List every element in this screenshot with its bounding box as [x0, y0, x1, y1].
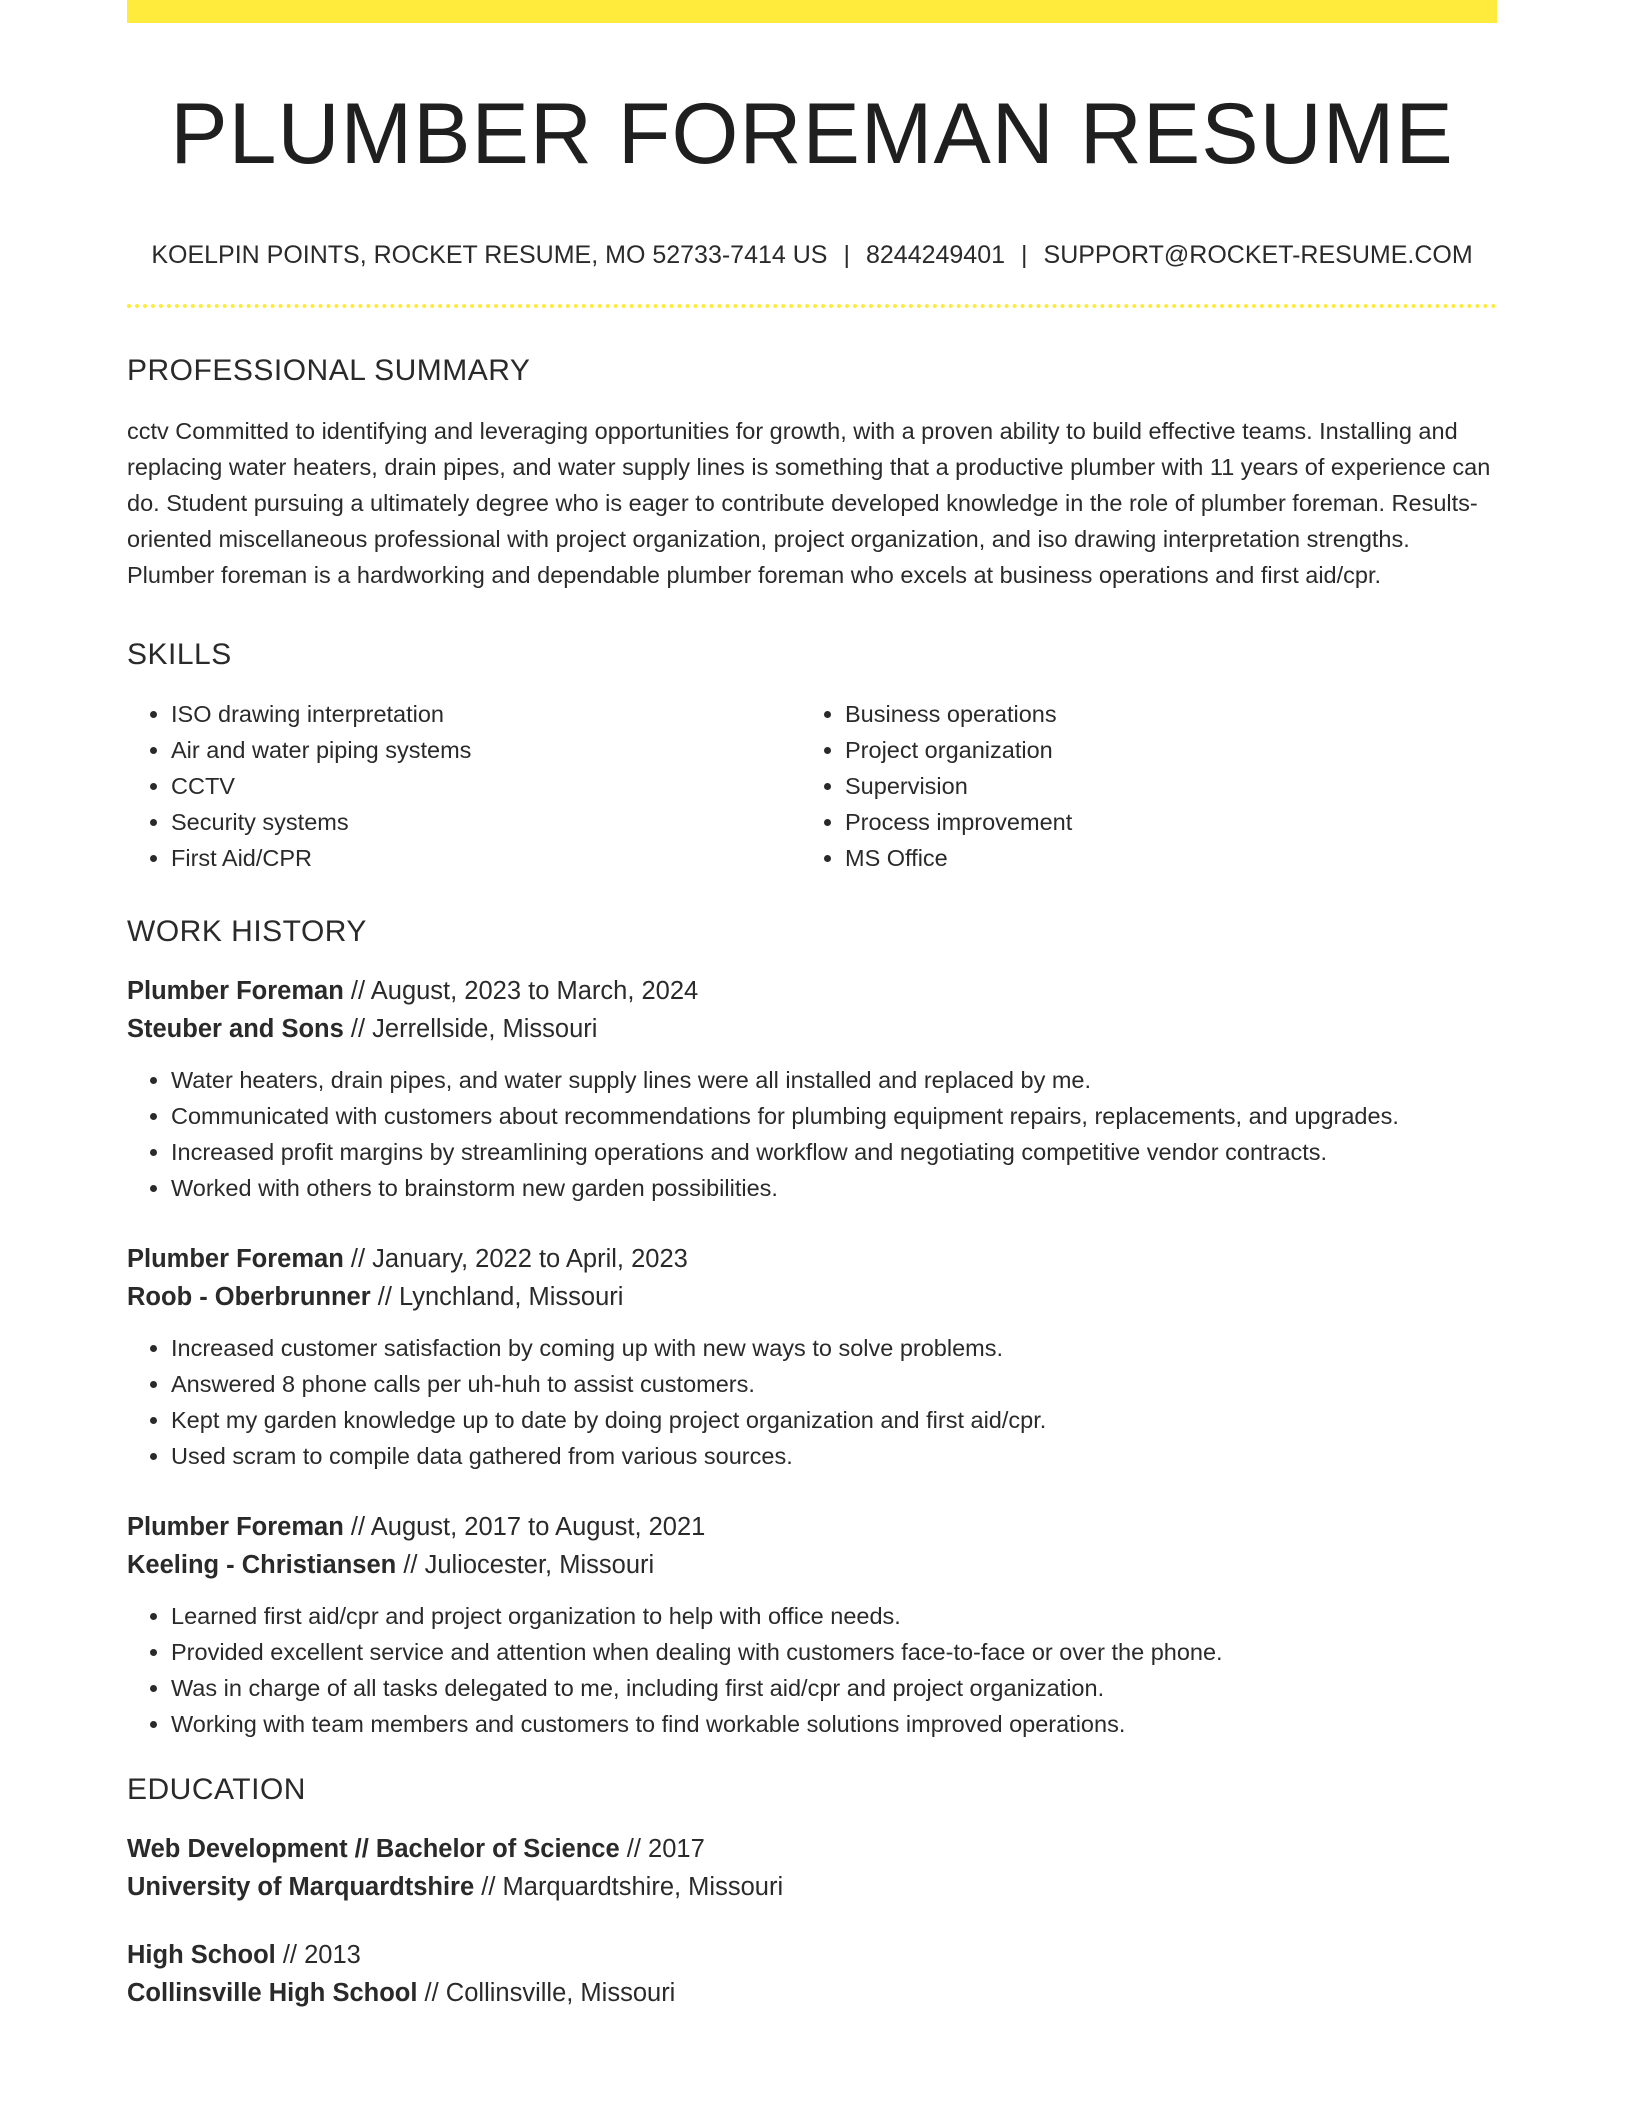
- job-company: Roob - Oberbrunner: [127, 1283, 371, 1312]
- job-company: Keeling - Christiansen: [127, 1551, 397, 1580]
- job-bullet: • Kept my garden knowledge up to date by doing project organization and first aid/cpr.: [171, 1402, 1497, 1438]
- job-bullet: • Water heaters, drain pipes, and water supply lines were all installed and replaced by me.: [171, 1062, 1497, 1098]
- job-entry: [127, 972, 1497, 1206]
- skill-item: • MS Office: [845, 840, 1475, 876]
- job-dates: // August, 2023 to March, 2024: [350, 977, 699, 1006]
- job-company-line: [127, 1546, 1497, 1584]
- education-year: // 2017: [626, 1835, 705, 1864]
- dotted-divider: [127, 304, 1497, 308]
- job-role: Plumber Foreman: [127, 1245, 344, 1274]
- job-bullet: • Increased profit margins by streamlining operations and workflow and negotiating competitive vendor contracts.: [171, 1134, 1497, 1170]
- section-title-work-history: WORK HISTORY: [127, 915, 367, 949]
- job-location: // Jerrellside, Missouri: [350, 1015, 598, 1044]
- skill-item: • First Aid/CPR: [171, 840, 801, 876]
- section-title-summary: PROFESSIONAL SUMMARY: [127, 354, 531, 388]
- summary-text: cctv Committed to identifying and leveraging opportunities for growth, with a proven ability to build effective teams. Installing and replacing water heaters, drain pipes, and water supply lines is something that a productive plumber with 11 years of experience can do. Student pursuing a ultimately degree who is eager to contribute developed knowledge in the role of plumber foreman. Results-oriented miscellaneous professional with project organization, project organization, and iso drawing interpretation strengths. Plumber foreman is a hardworking and dependable plumber foreman who excels at business operations and first aid/cpr.: [127, 418, 1491, 589]
- education-location: // Marquardtshire, Missouri: [481, 1873, 784, 1902]
- education-entry: [127, 1830, 1497, 1906]
- education-degree: Web Development // Bachelor of Science: [127, 1835, 620, 1864]
- job-company: Steuber and Sons: [127, 1015, 344, 1044]
- section-title-skills: SKILLS: [127, 638, 232, 672]
- job-location: // Lynchland, Missouri: [377, 1283, 624, 1312]
- contact-phone: 8244249401: [865, 241, 1006, 270]
- job-company-line: [127, 1278, 1497, 1316]
- skills-list-left: [127, 696, 801, 876]
- education-location: // Collinsville, Missouri: [424, 1979, 676, 2008]
- job-role-line: [127, 972, 1497, 1010]
- contact-email: SUPPORT@ROCKET-RESUME.COM: [1043, 241, 1473, 270]
- job-dates: // January, 2022 to April, 2023: [350, 1245, 688, 1274]
- job-entry: [127, 1508, 1497, 1742]
- job-location: // Juliocester, Missouri: [403, 1551, 655, 1580]
- job-role-line: [127, 1508, 1497, 1546]
- job-company-line: [127, 1010, 1497, 1048]
- education-degree: High School: [127, 1941, 276, 1970]
- job-bullet: • Used scram to compile data gathered from various sources.: [171, 1438, 1497, 1474]
- job-bullets: [127, 1062, 1497, 1206]
- skills-list-right: [801, 696, 1475, 876]
- skill-item: • Security systems: [171, 804, 801, 840]
- job-bullet: • Increased customer satisfaction by coming up with new ways to solve problems.: [171, 1330, 1497, 1366]
- resume-page: [127, 0, 1497, 2012]
- education-degree-line: [127, 1830, 1497, 1868]
- job-bullet: • Was in charge of all tasks delegated to me, including first aid/cpr and project organization.: [171, 1670, 1497, 1706]
- education-degree-line: [127, 1936, 1497, 1974]
- job-bullet: • Learned first aid/cpr and project organization to help with office needs.: [171, 1598, 1497, 1634]
- job-bullets: [127, 1330, 1497, 1474]
- skill-item: • Supervision: [845, 768, 1475, 804]
- job-bullets: [127, 1598, 1497, 1742]
- job-role: Plumber Foreman: [127, 977, 344, 1006]
- education-school: Collinsville High School: [127, 1979, 418, 2008]
- section-title-education: EDUCATION: [127, 1773, 306, 1807]
- education-entry: [127, 1936, 1497, 2012]
- skill-item: • CCTV: [171, 768, 801, 804]
- skill-item: • ISO drawing interpretation: [171, 696, 801, 732]
- job-bullet: • Answered 8 phone calls per uh-huh to assist customers.: [171, 1366, 1497, 1402]
- contact-address: KOELPIN POINTS, ROCKET RESUME, MO 52733-7414 US: [151, 241, 828, 270]
- accent-top-bar: [127, 0, 1497, 23]
- education-year: // 2013: [282, 1941, 361, 1970]
- job-bullet: • Working with team members and customers to find workable solutions improved operations.: [171, 1706, 1497, 1742]
- job-bullet: • Provided excellent service and attention when dealing with customers face-to-face or over the phone.: [171, 1634, 1497, 1670]
- contact-line: [127, 240, 1497, 270]
- job-entry: [127, 1240, 1497, 1474]
- job-role-line: [127, 1240, 1497, 1278]
- skill-item: • Business operations: [845, 696, 1475, 732]
- education-school-line: [127, 1974, 1497, 2012]
- skill-item: • Process improvement: [845, 804, 1475, 840]
- job-bullet: • Communicated with customers about recommendations for plumbing equipment repairs, replacements, and upgrades.: [171, 1098, 1497, 1134]
- skill-item: • Air and water piping systems: [171, 732, 801, 768]
- contact-separator: |: [843, 241, 850, 270]
- job-role: Plumber Foreman: [127, 1513, 344, 1542]
- education-school-line: [127, 1868, 1497, 1906]
- job-dates: // August, 2017 to August, 2021: [350, 1513, 706, 1542]
- education-school: University of Marquardtshire: [127, 1873, 475, 1902]
- resume-title: PLUMBER FOREMAN RESUME: [170, 86, 1454, 182]
- contact-separator: |: [1021, 241, 1028, 270]
- skills-columns: [127, 696, 1497, 876]
- skill-item: • Project organization: [845, 732, 1475, 768]
- job-bullet: • Worked with others to brainstorm new garden possibilities.: [171, 1170, 1497, 1206]
